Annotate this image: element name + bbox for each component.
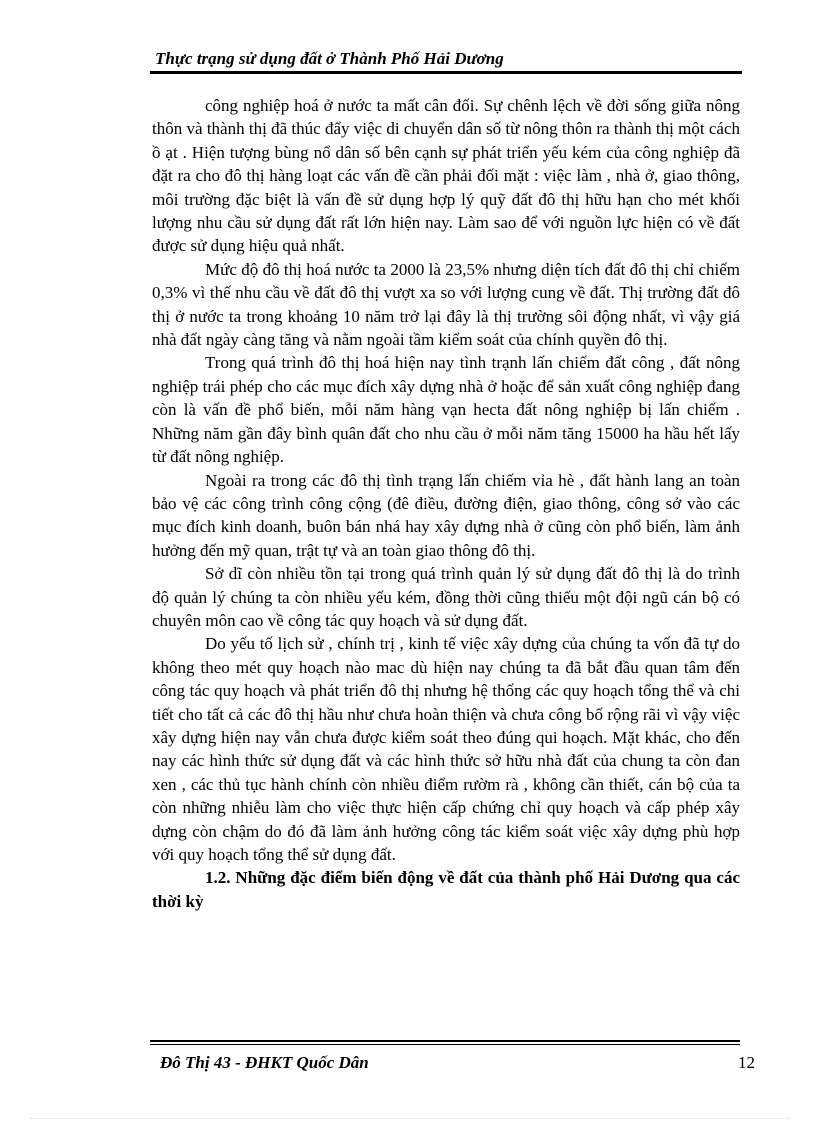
section-heading: 1.2. Những đặc điểm biến động về đất của thành phố Hải Dương qua các thời kỳ — [152, 868, 740, 911]
paragraph-1: công nghiệp hoá ở nước ta mất cân đối. Sự chênh lệch về đời sống giữa nông thôn và thành thị đã thúc đẩy việc di chuyển dân số từ nông thôn ra thành thị một cách ồ ạt . Hiện tượng bùng nổ dân số bên cạnh sự phát triển yếu kém của công nghiệp đã đặt ra cho đô thị hàng loạt các vấn đề cần phải đối mặt : việc làm , nhà ở, giao thông, môi trường đặc biệt là vấn đề sử dụng hợp lý quỹ đất đô thị hữu hạn cho mét khối lượng nhu cầu sử dụng đất rất lớn hiện nay. Làm sao để với nguồn lực hiện có về đất được sử dụng hiệu quả nhất. — [152, 96, 740, 256]
paragraph-2: Mức độ đô thị hoá nước ta 2000 là 23,5% nhưng diện tích đất đô thị chỉ chiếm 0,3% vì thế nhu cầu về đất đô thị vượt xa so với lượng cung về đất. Thị trường đất đô thị ở nước ta trong khoảng 10 năm trở lại đây là thị trường sôi động nhất, vì vậy giá nhà đất ngày càng tăng và nằm ngoài tầm kiểm soát của chính quyền đô thị. — [152, 259, 740, 350]
running-footer-title: Đô Thị 43 - ĐHKT Quốc Dân — [160, 1053, 369, 1072]
running-header-title: Thực trạng sử dụng đất ở Thành Phố Hải Dương — [155, 49, 504, 68]
paragraph-5: Sở dĩ còn nhiều tồn tại trong quá trình quản lý sử dụng đất đô thị là do trình độ quản lý chúng ta còn nhiều yếu kém, đồng thời cũng thiếu một đội ngũ cán bộ có chuyên môn cao về công tác quy hoạch và sử dụng đất. — [152, 564, 740, 630]
paragraph-4: Ngoài ra trong các đô thị tình trạng lấn chiếm vỉa hè , đất hành lang an toàn bảo vệ các công trình công cộng (đê điều, đường điện, giao thông, công sở vào các mục đích kinh doanh, buôn bán nhá hay xây dựng nhà ở cũng còn phổ biến, làm ảnh hưởng đến mỹ quan, trật tự và an toàn giao thông đô thị. — [152, 470, 740, 560]
bottom-dotted-line — [30, 1118, 790, 1119]
header-rule — [150, 71, 742, 74]
footer-rule-thick — [150, 1040, 740, 1042]
footer-rule-thin — [150, 1044, 740, 1045]
paragraph-6: Do yếu tố lịch sử , chính trị , kinh tế việc xây dựng của chúng ta vốn đã tự do không theo mét quy hoạch nào mac dù hiện nay chúng ta đã bắt đầu quan tâm đến công tác quy hoạch và phát triển đô thị nhưng hệ thống các quy hoạch tổng thể và chi tiết cho tất cả các đô thị hầu như chưa hoàn thiện và chưa công bố rộng rãi vì vậy việc xây dựng hiện nay vẫn chưa được kiểm soát theo đúng qui hoạch. Mặt khác, cho đến nay các hình thức sử dụng đất và các hình thức sở hữu nhà đất của chung ta còn đan xen , các thủ tục hành chính còn nhiều điểm rườm rà , không cần thiết, cán bộ của ta còn những nhiễu làm cho việc thực hiện cấp chứng chỉ quy hoạch và cấp phép xây dựng còn chậm do đó đã làm ảnh hưởng công tác kiểm soát việc xây dựng phù hợp với quy hoạch tổng thể sử dụng đất. — [152, 634, 740, 864]
page-number: 12 — [738, 1053, 755, 1072]
body-text — [152, 94, 740, 913]
paragraph-3: Trong quá trình đô thị hoá hiện nay tình trạnh lấn chiếm đất công , đất nông nghiệp trái phép cho các mục đích xây dựng nhà ở hoặc để sản xuất công nghiệp đang còn là vấn đề phổ biến, mỗi năm hàng vạn hecta đất nông nghiệp bị lấn chiếm . Những năm gần đây bình quân đất cho nhu cầu ở mỗi năm tăng 15000 ha hầu hết lấy từ đất nông nghiệp. — [152, 353, 740, 467]
